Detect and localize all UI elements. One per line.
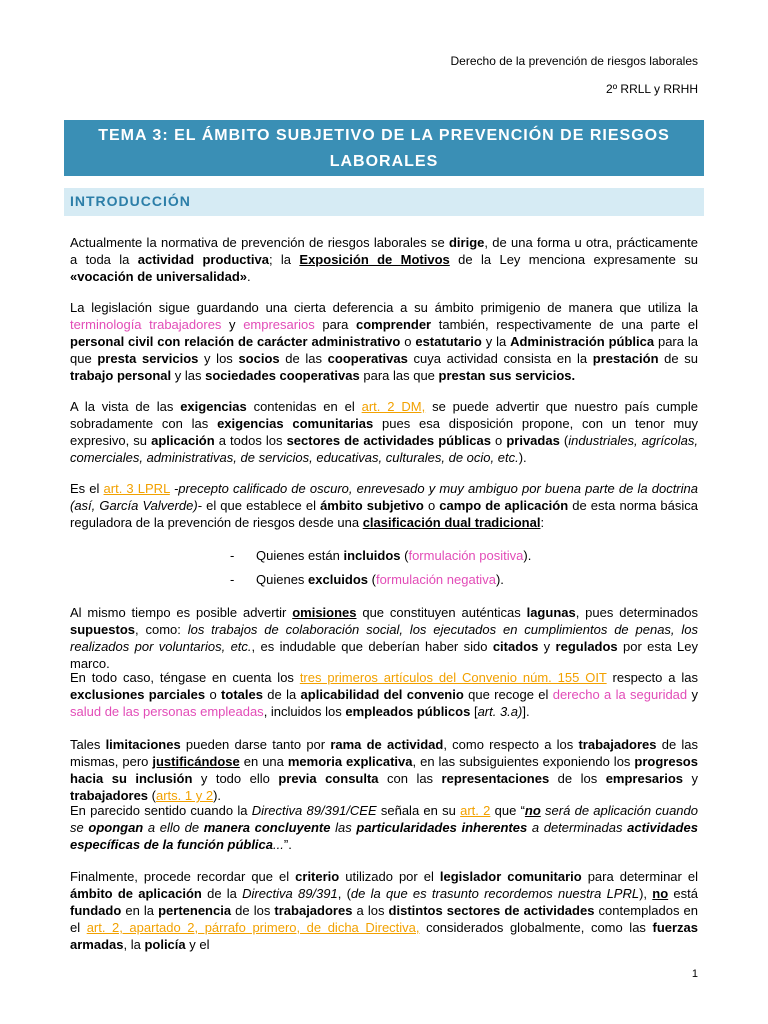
paragraph-2: La legislación sigue guardando una cierta deferencia a su ámbito primigenio de manera que utiliza la terminología trabajadores y empresarios para comprender también, respectivamente de una parte el personal civil con relación de carácter administrativo o estatutario y la Administración pública para la que presta servicios y los socios de las cooperativas cuya actividad consista en la prestación de su trabajo personal y las sociedades cooperativas para las que prestan sus servicios. (70, 300, 698, 383)
document-header-title: Derecho de la prevención de riesgos laborales (450, 54, 698, 68)
link-arts-1-2[interactable]: arts. 1 y 2 (156, 788, 214, 803)
chapter-title-banner (64, 120, 704, 176)
paragraph-6: En todo caso, téngase en cuenta los tres primeros artículos del Convenio núm. 155 OIT respecto a las exclusiones parciales o totales de la aplicabilidad del convenio que recoge el derecho a la seguridad y salud de las personas empleadas, incluidos los empleados públicos [art. 3.a)]. (70, 670, 698, 719)
paragraph-8: En parecido sentido cuando la Directiva 89/391/CEE señala en su art. 2 que “no será de aplicación cuando se opongan a ello de manera concluyente las particularidades inherentes a determinadas actividades específicas de la función pública...”. (70, 803, 699, 852)
link-art-2-dm[interactable]: art. 2 DM, (361, 399, 426, 414)
paragraph-1: Actualmente la normativa de prevención de riesgos laborales se dirige, de una forma u otra, prácticamente a toda la actividad productiva; la Exposición de Motivos de la Ley menciona expresamente su «vocación de universalidad». (70, 235, 698, 284)
paragraph-3: A la vista de las exigencias contenidas en el art. 2 DM, se puede advertir que nuestro país cumple sobradamente con las exigencias comunitarias pues esa disposición propone, con un tenor muy expresivo, su aplicación a todos los sectores de actividades públicas o privadas (industriales, agrícolas, comerciales, administrativas, de servicios, educativas, culturales, de ocio, etc.). (70, 399, 698, 465)
chapter-title-line2: LABORALES (329, 153, 439, 170)
section-heading: INTRODUCCIÓN (70, 193, 191, 209)
link-art-3-lprl[interactable]: art. 3 LPRL (103, 481, 170, 496)
link-art-2[interactable]: art. 2 (460, 803, 491, 818)
chapter-title-line1: TEMA 3: EL ÁMBITO SUBJETIVO DE LA PREVENCIÓN DE RIESGOS (98, 127, 670, 144)
section-heading-bar (64, 188, 704, 216)
paragraph-7: Tales limitaciones pueden darse tanto por rama de actividad, como respecto a los trabajadores de las mismas, pero justificándose en una memoria explicativa, en las subsiguientes exponiendo los progresos hacia su inclusión y todo ello previa consulta con las representaciones de los empresarios y trabajadores (arts. 1 y 2). (70, 737, 698, 803)
paragraph-9: Finalmente, procede recordar que el criterio utilizado por el legislador comunitario para determinar el ámbito de aplicación de la Directiva 89/391, (de la que es trasunto recordemos nuestra LPRL), no está fundado en la pertenencia de los trabajadores a los distintos sectores de actividades contemplados en el art. 2, apartado 2, párrafo primero, de dicha Directiva, considerados globalmente, como las fuerzas armadas, la policía y el (70, 869, 699, 952)
paragraph-4: Es el art. 3 LPRL -precepto calificado de oscuro, enrevesado y muy ambiguo por buena parte de la doctrina (así, García Valverde)- el que establece el ámbito subjetivo o campo de aplicación de esta norma básica reguladora de la prevención de riesgos desde una clasificación dual tradicional: (70, 481, 698, 530)
paragraph-5: Al mismo tiempo es posible advertir omisiones que constituyen auténticas lagunas, pues determinados supuestos, como: los trabajos de colaboración social, los ejecutados en cumplimientos de penas, los realizados por voluntarios, etc., es indudable que deberían haber sido citados y regulados por esta Ley marco. (70, 605, 699, 671)
page-number: 1 (691, 968, 698, 980)
link-art-2-apartado-2[interactable]: art. 2, apartado 2, párrafo primero, de dicha Directiva, (86, 920, 420, 935)
link-convenio-155[interactable]: tres primeros artículos del Convenio núm. 155 OIT (299, 670, 607, 685)
document-header-course: 2º RRLL y RRHH (606, 82, 698, 96)
